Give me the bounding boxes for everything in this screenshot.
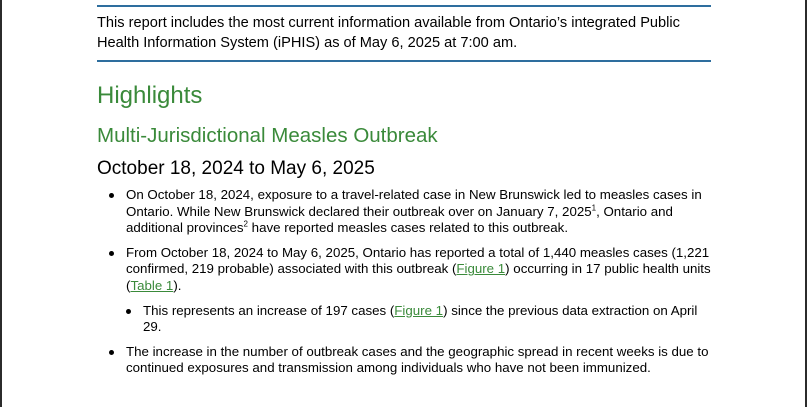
- highlights-heading: Highlights: [97, 82, 203, 109]
- bullet-icon: [109, 350, 114, 355]
- bullet-2-text-a: From October 18, 2024 to May 6, 2025, Ontario has reported a total of 1,440 measles cases (1,221 confirmed, 219 probable) associated with this outbreak (: [126, 244, 710, 277]
- intro-line-2: Health Information System (iPHIS) as of May 6, 2025 at 7:00 am.: [97, 35, 518, 51]
- bullet-2-text-c: ).: [173, 277, 182, 293]
- figure-1-link[interactable]: Figure 1: [456, 261, 506, 277]
- footnote-ref-1[interactable]: 1: [591, 203, 597, 213]
- bullet-4-text: The increase in the number of outbreak cases and the geographic spread in recent weeks is due to continued exposures and transmission among individuals who have not been immunized.: [126, 343, 709, 376]
- bullet-icon: [109, 193, 114, 198]
- bullet-3-text-b: ) since the previous data extraction on April 29.: [143, 302, 698, 335]
- figure-1-link[interactable]: Figure 1: [394, 302, 444, 318]
- outbreak-heading: Multi-Jurisdictional Measles Outbreak: [97, 124, 438, 147]
- date-range-heading: October 18, 2024 to May 6, 2025: [97, 158, 375, 179]
- bullet-3-text-a: This represents an increase of 197 cases (: [143, 302, 395, 318]
- report-info-box: [97, 5, 711, 62]
- bullet-icon: [126, 309, 131, 314]
- bullet-2-text-b: ) occurring in 17 public health units (: [126, 261, 711, 293]
- list-item: [97, 187, 711, 237]
- viewer-left-edge: [0, 0, 2, 407]
- list-item: [97, 344, 711, 377]
- bullet-1-text-b: , Ontario and additional provinces: [126, 203, 673, 236]
- bullet-icon: [109, 251, 114, 256]
- footnote-ref-2[interactable]: 2: [243, 219, 248, 229]
- highlights-list: [97, 187, 711, 377]
- bullet-1-text-a: On October 18, 2024, exposure to a travel-related case in New Brunswick led to measles cases in Ontario. While New Brunswick declared their outbreak over on January 7, 2025: [126, 187, 702, 219]
- list-item: [97, 303, 711, 336]
- intro-line-1: This report includes the most current information available from Ontario’s integrated Public: [97, 15, 680, 31]
- list-item: [97, 245, 711, 295]
- document-page: [97, 0, 711, 385]
- bullet-1-text-c: have reported measles cases related to this outbreak.: [247, 220, 569, 236]
- table-1-link[interactable]: Table 1: [130, 277, 174, 293]
